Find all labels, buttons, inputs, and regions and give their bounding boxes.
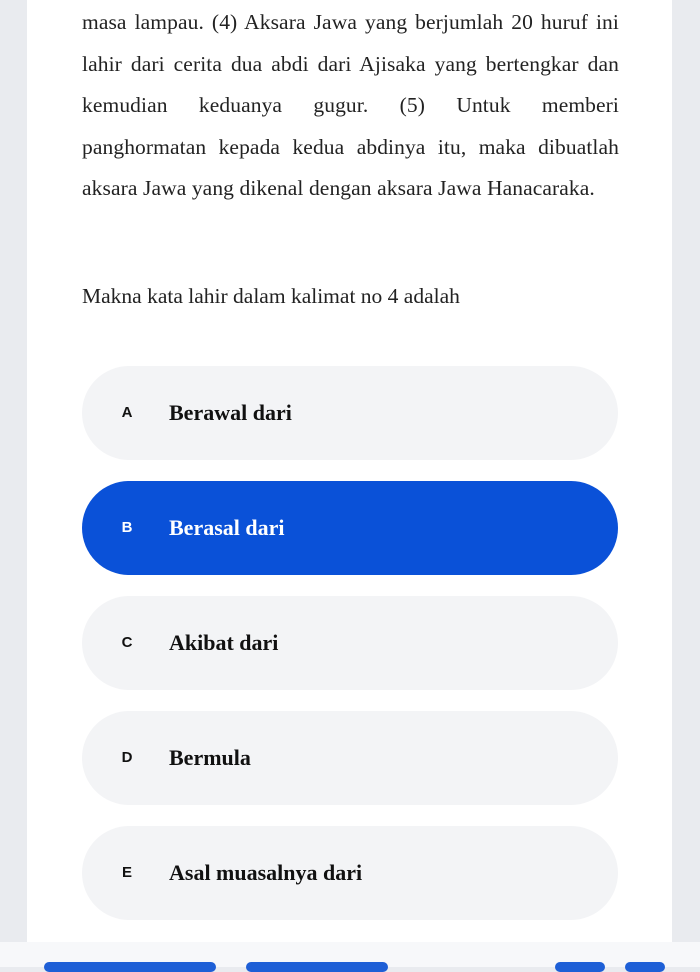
option-c-letter: C <box>121 634 133 651</box>
nav-button-2[interactable] <box>246 962 388 972</box>
question-text: Makna kata lahir dalam kalimat no 4 adalah <box>82 284 460 308</box>
option-c-text: Akibat dari <box>169 630 279 655</box>
nav-button-1[interactable] <box>44 962 216 972</box>
answer-options <box>82 366 618 941</box>
option-b-letter: B <box>121 519 133 536</box>
question-card <box>27 0 672 942</box>
option-d-text: Bermula <box>169 745 251 770</box>
option-b-text: Berasal dari <box>169 515 285 540</box>
option-e-letter: E <box>121 864 132 881</box>
option-a-letter: A <box>121 404 133 421</box>
nav-button-4[interactable] <box>625 962 665 972</box>
passage-text: masa lampau. (4) Aksara Jawa yang berjumlah 20 huruf ini lahir dari cerita dua abdi dari Ajisaka yang bertengkar dan kemudian keduanya gugur. (5) Untuk memberi panghormatan kepada kedua abdinya itu, maka dibuatlah aksara Jawa yang dikenal dengan aksara Jawa Hanacaraka. <box>82 10 619 201</box>
option-b[interactable] <box>82 481 618 575</box>
option-a[interactable] <box>82 366 618 460</box>
option-d-letter: D <box>121 749 133 766</box>
bottom-navigation-bar <box>0 942 700 967</box>
option-e-text: Asal muasalnya dari <box>169 860 363 885</box>
nav-button-3[interactable] <box>555 962 605 972</box>
option-c[interactable] <box>82 596 618 690</box>
option-a-text: Berawal dari <box>169 400 292 425</box>
option-e[interactable] <box>82 826 618 920</box>
option-d[interactable] <box>82 711 618 805</box>
